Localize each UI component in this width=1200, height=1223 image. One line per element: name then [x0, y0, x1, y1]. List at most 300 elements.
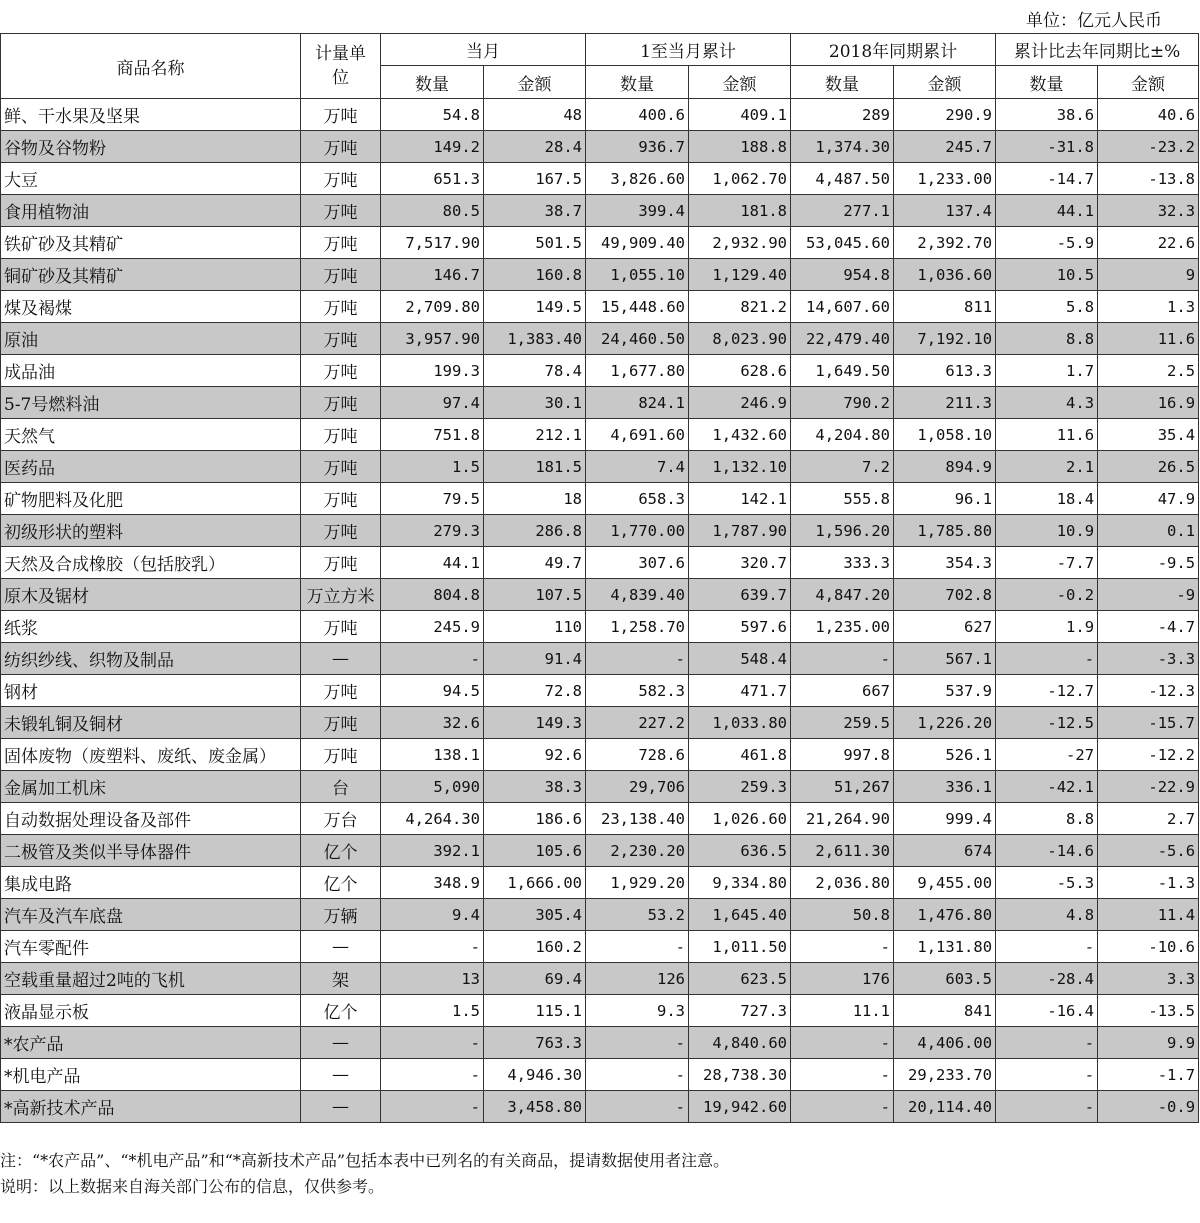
table-row	[1, 931, 1199, 963]
ytd-qty-cell: 1,770.00	[586, 515, 689, 547]
prev-ytd-amount-cell: 290.9	[894, 99, 996, 131]
commodity-name-cell: 矿物肥料及化肥	[1, 483, 301, 515]
month-amount-cell: 18	[484, 483, 586, 515]
yoy-qty-cell: 1.9	[996, 611, 1098, 643]
month-amount-cell: 107.5	[484, 579, 586, 611]
month-qty-cell: -	[381, 643, 484, 675]
ytd-qty-cell: 49,909.40	[586, 227, 689, 259]
prev-ytd-qty-cell: 50.8	[791, 899, 894, 931]
month-qty-cell: 3,957.90	[381, 323, 484, 355]
commodity-name-cell: 医药品	[1, 451, 301, 483]
prev-ytd-amount-cell: 1,233.00	[894, 163, 996, 195]
month-qty-cell: 651.3	[381, 163, 484, 195]
yoy-amount-cell: -5.6	[1098, 835, 1199, 867]
table-body	[1, 99, 1199, 1123]
table-row	[1, 131, 1199, 163]
month-qty-cell: 94.5	[381, 675, 484, 707]
prev-ytd-amount-cell: 702.8	[894, 579, 996, 611]
ytd-qty-cell: 728.6	[586, 739, 689, 771]
unit-cell: 万吨	[301, 259, 381, 291]
table-row	[1, 259, 1199, 291]
month-amount-cell: 167.5	[484, 163, 586, 195]
unit-cell: 万吨	[301, 611, 381, 643]
month-amount-cell: 110	[484, 611, 586, 643]
ytd-qty-cell: 2,230.20	[586, 835, 689, 867]
yoy-amount-cell: -12.3	[1098, 675, 1199, 707]
unit-cell: 亿个	[301, 835, 381, 867]
ytd-amount-cell: 1,129.40	[689, 259, 791, 291]
commodity-name-cell: 铜矿砂及其精矿	[1, 259, 301, 291]
header-commodity-name: 商品名称	[1, 34, 301, 99]
prev-ytd-qty-cell: 4,204.80	[791, 419, 894, 451]
prev-ytd-amount-cell: 336.1	[894, 771, 996, 803]
yoy-qty-cell: 10.9	[996, 515, 1098, 547]
month-qty-cell: 54.8	[381, 99, 484, 131]
ytd-qty-cell: 4,691.60	[586, 419, 689, 451]
commodity-name-cell: 成品油	[1, 355, 301, 387]
ytd-qty-cell: 1,929.20	[586, 867, 689, 899]
month-amount-cell: 160.8	[484, 259, 586, 291]
ytd-amount-cell: 639.7	[689, 579, 791, 611]
table-row	[1, 739, 1199, 771]
prev-ytd-qty-cell: 22,479.40	[791, 323, 894, 355]
month-amount-cell: 91.4	[484, 643, 586, 675]
prev-ytd-qty-cell: 176	[791, 963, 894, 995]
prev-ytd-amount-cell: 4,406.00	[894, 1027, 996, 1059]
month-qty-cell: 804.8	[381, 579, 484, 611]
unit-cell: 万吨	[301, 451, 381, 483]
yoy-qty-cell: -42.1	[996, 771, 1098, 803]
unit-cell: 万吨	[301, 163, 381, 195]
footnote-note: 注：“*农产品”、“*机电产品”和“*高新技术产品”包括本表中已列名的有关商品，提请数据使用者注意。	[0, 1151, 730, 1170]
ytd-amount-cell: 636.5	[689, 835, 791, 867]
month-amount-cell: 28.4	[484, 131, 586, 163]
month-qty-cell: -	[381, 931, 484, 963]
yoy-qty-cell: -0.2	[996, 579, 1098, 611]
ytd-amount-cell: 19,942.60	[689, 1091, 791, 1123]
unit-cell: 万吨	[301, 323, 381, 355]
header-yoy-amount: 金额	[1098, 66, 1199, 99]
unit-cell: 万吨	[301, 675, 381, 707]
yoy-amount-cell: 2.7	[1098, 803, 1199, 835]
month-amount-cell: 30.1	[484, 387, 586, 419]
prev-ytd-amount-cell: 537.9	[894, 675, 996, 707]
prev-ytd-qty-cell: 21,264.90	[791, 803, 894, 835]
yoy-amount-cell: 40.6	[1098, 99, 1199, 131]
table-row	[1, 163, 1199, 195]
yoy-qty-cell: -	[996, 931, 1098, 963]
table-row	[1, 291, 1199, 323]
prev-ytd-amount-cell: 1,131.80	[894, 931, 996, 963]
unit-label: 单位：亿元人民币	[1026, 11, 1162, 31]
commodity-name-cell: 初级形状的塑料	[1, 515, 301, 547]
prev-ytd-qty-cell: 2,611.30	[791, 835, 894, 867]
ytd-amount-cell: 8,023.90	[689, 323, 791, 355]
prev-ytd-qty-cell: 790.2	[791, 387, 894, 419]
yoy-amount-cell: -1.3	[1098, 867, 1199, 899]
month-qty-cell: 199.3	[381, 355, 484, 387]
prev-ytd-qty-cell: 1,649.50	[791, 355, 894, 387]
ytd-qty-cell: 936.7	[586, 131, 689, 163]
prev-ytd-amount-cell: 2,392.70	[894, 227, 996, 259]
yoy-qty-cell: 1.7	[996, 355, 1098, 387]
yoy-qty-cell: 44.1	[996, 195, 1098, 227]
prev-ytd-amount-cell: 1,036.60	[894, 259, 996, 291]
month-qty-cell: -	[381, 1091, 484, 1123]
ytd-qty-cell: 400.6	[586, 99, 689, 131]
ytd-amount-cell: 628.6	[689, 355, 791, 387]
unit-cell: 万吨	[301, 739, 381, 771]
prev-ytd-amount-cell: 29,233.70	[894, 1059, 996, 1091]
yoy-qty-cell: -	[996, 1091, 1098, 1123]
prev-ytd-amount-cell: 245.7	[894, 131, 996, 163]
yoy-qty-cell: -	[996, 1059, 1098, 1091]
month-amount-cell: 286.8	[484, 515, 586, 547]
yoy-amount-cell: 1.3	[1098, 291, 1199, 323]
yoy-qty-cell: -	[996, 643, 1098, 675]
ytd-amount-cell: 623.5	[689, 963, 791, 995]
unit-cell: 万吨	[301, 99, 381, 131]
ytd-amount-cell: 727.3	[689, 995, 791, 1027]
ytd-qty-cell: 824.1	[586, 387, 689, 419]
prev-ytd-qty-cell: 333.3	[791, 547, 894, 579]
month-qty-cell: 149.2	[381, 131, 484, 163]
commodity-name-cell: 大豆	[1, 163, 301, 195]
prev-ytd-qty-cell: 1,596.20	[791, 515, 894, 547]
ytd-qty-cell: 53.2	[586, 899, 689, 931]
table-row	[1, 515, 1199, 547]
table-row	[1, 1027, 1199, 1059]
yoy-qty-cell: 11.6	[996, 419, 1098, 451]
prev-ytd-amount-cell: 1,476.80	[894, 899, 996, 931]
header-ytd: 1至当月累计	[586, 34, 791, 66]
month-amount-cell: 115.1	[484, 995, 586, 1027]
month-qty-cell: 2,709.80	[381, 291, 484, 323]
ytd-amount-cell: 142.1	[689, 483, 791, 515]
prev-ytd-qty-cell: 259.5	[791, 707, 894, 739]
month-amount-cell: 38.7	[484, 195, 586, 227]
month-amount-cell: 49.7	[484, 547, 586, 579]
ytd-qty-cell: 7.4	[586, 451, 689, 483]
commodity-name-cell: *机电产品	[1, 1059, 301, 1091]
prev-ytd-qty-cell: -	[791, 931, 894, 963]
commodity-name-cell: 固体废物（废塑料、废纸、废金属）	[1, 739, 301, 771]
ytd-qty-cell: 399.4	[586, 195, 689, 227]
prev-ytd-amount-cell: 811	[894, 291, 996, 323]
unit-cell: 万台	[301, 803, 381, 835]
table-row	[1, 227, 1199, 259]
prev-ytd-qty-cell: 277.1	[791, 195, 894, 227]
header-current-month: 当月	[381, 34, 586, 66]
ytd-amount-cell: 259.3	[689, 771, 791, 803]
unit-cell: 万吨	[301, 195, 381, 227]
yoy-qty-cell: 8.8	[996, 323, 1098, 355]
commodity-name-cell: 天然及合成橡胶（包括胶乳）	[1, 547, 301, 579]
table-row	[1, 643, 1199, 675]
month-amount-cell: 181.5	[484, 451, 586, 483]
ytd-qty-cell: 227.2	[586, 707, 689, 739]
month-amount-cell: 105.6	[484, 835, 586, 867]
yoy-qty-cell: 10.5	[996, 259, 1098, 291]
yoy-amount-cell: -4.7	[1098, 611, 1199, 643]
month-qty-cell: 138.1	[381, 739, 484, 771]
header-month-qty: 数量	[381, 66, 484, 99]
header-month-amount: 金额	[484, 66, 586, 99]
ytd-qty-cell: 582.3	[586, 675, 689, 707]
month-amount-cell: 92.6	[484, 739, 586, 771]
prev-ytd-qty-cell: -	[791, 1091, 894, 1123]
ytd-amount-cell: 2,932.90	[689, 227, 791, 259]
unit-cell: 万吨	[301, 547, 381, 579]
ytd-amount-cell: 821.2	[689, 291, 791, 323]
table-row	[1, 963, 1199, 995]
unit-cell: 万吨	[301, 419, 381, 451]
header-ytd-qty: 数量	[586, 66, 689, 99]
unit-cell: 万吨	[301, 707, 381, 739]
ytd-qty-cell: 1,055.10	[586, 259, 689, 291]
table-row	[1, 1059, 1199, 1091]
prev-ytd-qty-cell: 1,374.30	[791, 131, 894, 163]
table-row	[1, 675, 1199, 707]
prev-ytd-qty-cell: -	[791, 1027, 894, 1059]
month-qty-cell: 146.7	[381, 259, 484, 291]
ytd-amount-cell: 188.8	[689, 131, 791, 163]
yoy-amount-cell: -10.6	[1098, 931, 1199, 963]
table-row	[1, 323, 1199, 355]
prev-ytd-amount-cell: 627	[894, 611, 996, 643]
prev-ytd-amount-cell: 7,192.10	[894, 323, 996, 355]
unit-cell: 亿个	[301, 995, 381, 1027]
prev-ytd-qty-cell: -	[791, 643, 894, 675]
yoy-amount-cell: 2.5	[1098, 355, 1199, 387]
ytd-amount-cell: 471.7	[689, 675, 791, 707]
unit-cell: —	[301, 1027, 381, 1059]
unit-cell: —	[301, 1091, 381, 1123]
table-row	[1, 451, 1199, 483]
yoy-qty-cell: 8.8	[996, 803, 1098, 835]
commodity-name-cell: 集成电路	[1, 867, 301, 899]
prev-ytd-qty-cell: 954.8	[791, 259, 894, 291]
prev-ytd-qty-cell: 1,235.00	[791, 611, 894, 643]
month-amount-cell: 4,946.30	[484, 1059, 586, 1091]
commodity-name-cell: 液晶显示板	[1, 995, 301, 1027]
month-amount-cell: 305.4	[484, 899, 586, 931]
prev-ytd-amount-cell: 613.3	[894, 355, 996, 387]
unit-cell: 台	[301, 771, 381, 803]
commodity-name-cell: 钢材	[1, 675, 301, 707]
prev-ytd-amount-cell: 894.9	[894, 451, 996, 483]
month-amount-cell: 763.3	[484, 1027, 586, 1059]
prev-ytd-qty-cell: 7.2	[791, 451, 894, 483]
footnotes	[0, 1148, 729, 1200]
prev-ytd-amount-cell: 526.1	[894, 739, 996, 771]
prev-ytd-amount-cell: 674	[894, 835, 996, 867]
unit-cell: 架	[301, 963, 381, 995]
ytd-qty-cell: 658.3	[586, 483, 689, 515]
unit-cell: —	[301, 643, 381, 675]
yoy-amount-cell: 11.4	[1098, 899, 1199, 931]
commodity-name-cell: 铁矿砂及其精矿	[1, 227, 301, 259]
prev-ytd-qty-cell: -	[791, 1059, 894, 1091]
header-yoy-qty: 数量	[996, 66, 1098, 99]
prev-ytd-qty-cell: 11.1	[791, 995, 894, 1027]
unit-cell: 万辆	[301, 899, 381, 931]
ytd-amount-cell: 9,334.80	[689, 867, 791, 899]
yoy-amount-cell: 22.6	[1098, 227, 1199, 259]
month-amount-cell: 38.3	[484, 771, 586, 803]
prev-ytd-amount-cell: 841	[894, 995, 996, 1027]
prev-ytd-qty-cell: 4,847.20	[791, 579, 894, 611]
month-qty-cell: 245.9	[381, 611, 484, 643]
ytd-amount-cell: 1,432.60	[689, 419, 791, 451]
prev-ytd-qty-cell: 51,267	[791, 771, 894, 803]
ytd-qty-cell: -	[586, 931, 689, 963]
month-amount-cell: 1,383.40	[484, 323, 586, 355]
table-row	[1, 387, 1199, 419]
month-qty-cell: 1.5	[381, 451, 484, 483]
month-qty-cell: 7,517.90	[381, 227, 484, 259]
commodity-name-cell: 汽车零配件	[1, 931, 301, 963]
prev-ytd-qty-cell: 997.8	[791, 739, 894, 771]
month-amount-cell: 186.6	[484, 803, 586, 835]
commodity-name-cell: 食用植物油	[1, 195, 301, 227]
month-qty-cell: -	[381, 1027, 484, 1059]
commodity-name-cell: 自动数据处理设备及部件	[1, 803, 301, 835]
prev-ytd-qty-cell: 289	[791, 99, 894, 131]
yoy-qty-cell: 4.8	[996, 899, 1098, 931]
prev-ytd-amount-cell: 96.1	[894, 483, 996, 515]
unit-cell: 亿个	[301, 867, 381, 899]
header-2018-ytd: 2018年同期累计	[791, 34, 996, 66]
table-row	[1, 547, 1199, 579]
commodity-name-cell: 金属加工机床	[1, 771, 301, 803]
yoy-qty-cell: 2.1	[996, 451, 1098, 483]
month-qty-cell: 392.1	[381, 835, 484, 867]
yoy-amount-cell: -0.9	[1098, 1091, 1199, 1123]
unit-cell: 万吨	[301, 355, 381, 387]
month-amount-cell: 501.5	[484, 227, 586, 259]
yoy-amount-cell: -22.9	[1098, 771, 1199, 803]
prev-ytd-qty-cell: 53,045.60	[791, 227, 894, 259]
ytd-qty-cell: 1,258.70	[586, 611, 689, 643]
yoy-amount-cell: 11.6	[1098, 323, 1199, 355]
ytd-qty-cell: 126	[586, 963, 689, 995]
import-commodity-table	[0, 33, 1199, 1123]
month-qty-cell: -	[381, 1059, 484, 1091]
yoy-qty-cell: -12.7	[996, 675, 1098, 707]
header-2018-qty: 数量	[791, 66, 894, 99]
table-row	[1, 579, 1199, 611]
yoy-amount-cell: 32.3	[1098, 195, 1199, 227]
table-row	[1, 195, 1199, 227]
ytd-qty-cell: 4,839.40	[586, 579, 689, 611]
table-row	[1, 355, 1199, 387]
table-row	[1, 803, 1199, 835]
yoy-amount-cell: 16.9	[1098, 387, 1199, 419]
yoy-qty-cell: 18.4	[996, 483, 1098, 515]
table-row	[1, 707, 1199, 739]
commodity-name-cell: *农产品	[1, 1027, 301, 1059]
prev-ytd-amount-cell: 1,785.80	[894, 515, 996, 547]
prev-ytd-amount-cell: 567.1	[894, 643, 996, 675]
ytd-amount-cell: 1,132.10	[689, 451, 791, 483]
yoy-qty-cell: -14.7	[996, 163, 1098, 195]
ytd-amount-cell: 28,738.30	[689, 1059, 791, 1091]
ytd-amount-cell: 461.8	[689, 739, 791, 771]
yoy-amount-cell: -1.7	[1098, 1059, 1199, 1091]
unit-cell: 万吨	[301, 483, 381, 515]
yoy-amount-cell: 47.9	[1098, 483, 1199, 515]
table-row	[1, 99, 1199, 131]
month-qty-cell: 44.1	[381, 547, 484, 579]
ytd-qty-cell: 1,677.80	[586, 355, 689, 387]
table-row	[1, 899, 1199, 931]
yoy-qty-cell: -5.9	[996, 227, 1098, 259]
commodity-name-cell: 天然气	[1, 419, 301, 451]
month-amount-cell: 149.5	[484, 291, 586, 323]
month-qty-cell: 32.6	[381, 707, 484, 739]
prev-ytd-amount-cell: 354.3	[894, 547, 996, 579]
yoy-amount-cell: 9.9	[1098, 1027, 1199, 1059]
commodity-name-cell: 煤及褐煤	[1, 291, 301, 323]
prev-ytd-amount-cell: 999.4	[894, 803, 996, 835]
month-qty-cell: 97.4	[381, 387, 484, 419]
yoy-qty-cell: -31.8	[996, 131, 1098, 163]
prev-ytd-amount-cell: 1,058.10	[894, 419, 996, 451]
ytd-qty-cell: 15,448.60	[586, 291, 689, 323]
ytd-qty-cell: -	[586, 1091, 689, 1123]
month-amount-cell: 3,458.80	[484, 1091, 586, 1123]
yoy-amount-cell: 0.1	[1098, 515, 1199, 547]
yoy-amount-cell: 3.3	[1098, 963, 1199, 995]
yoy-amount-cell: -9	[1098, 579, 1199, 611]
prev-ytd-qty-cell: 2,036.80	[791, 867, 894, 899]
unit-cell: 万立方米	[301, 579, 381, 611]
prev-ytd-qty-cell: 4,487.50	[791, 163, 894, 195]
ytd-amount-cell: 320.7	[689, 547, 791, 579]
yoy-amount-cell: -13.5	[1098, 995, 1199, 1027]
commodity-name-cell: 汽车及汽车底盘	[1, 899, 301, 931]
yoy-qty-cell: -12.5	[996, 707, 1098, 739]
ytd-qty-cell: 23,138.40	[586, 803, 689, 835]
table-row	[1, 995, 1199, 1027]
commodity-name-cell: 空载重量超过2吨的飞机	[1, 963, 301, 995]
month-amount-cell: 69.4	[484, 963, 586, 995]
yoy-qty-cell: 5.8	[996, 291, 1098, 323]
yoy-qty-cell: -7.7	[996, 547, 1098, 579]
prev-ytd-amount-cell: 137.4	[894, 195, 996, 227]
month-qty-cell: 1.5	[381, 995, 484, 1027]
table-row	[1, 419, 1199, 451]
prev-ytd-amount-cell: 9,455.00	[894, 867, 996, 899]
yoy-qty-cell: -16.4	[996, 995, 1098, 1027]
prev-ytd-qty-cell: 667	[791, 675, 894, 707]
month-qty-cell: 80.5	[381, 195, 484, 227]
ytd-amount-cell: 246.9	[689, 387, 791, 419]
header-ytd-amount: 金额	[689, 66, 791, 99]
commodity-name-cell: 原木及锯材	[1, 579, 301, 611]
commodity-name-cell: 纸浆	[1, 611, 301, 643]
yoy-amount-cell: 35.4	[1098, 419, 1199, 451]
ytd-qty-cell: -	[586, 643, 689, 675]
unit-cell: 万吨	[301, 227, 381, 259]
month-amount-cell: 212.1	[484, 419, 586, 451]
month-qty-cell: 5,090	[381, 771, 484, 803]
month-amount-cell: 160.2	[484, 931, 586, 963]
month-amount-cell: 149.3	[484, 707, 586, 739]
prev-ytd-amount-cell: 20,114.40	[894, 1091, 996, 1123]
commodity-name-cell: 纺织纱线、织物及制品	[1, 643, 301, 675]
